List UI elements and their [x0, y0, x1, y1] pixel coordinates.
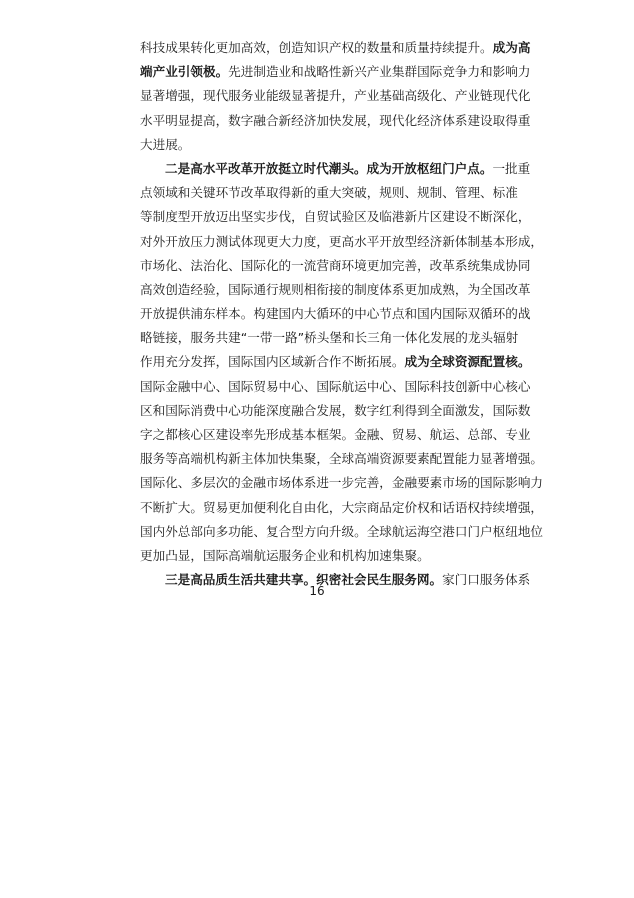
text-run: 不断扩大。贸易更加便利化自由化，大宗商品定价权和话语权持续增强，	[140, 499, 543, 515]
text-run: 更加凸显，国际高端航运服务企业和机构加速集聚。	[140, 547, 430, 563]
text-run: 服务等高端机构新主体加快集聚，全球高端资源要素配置能力显著增强。	[140, 451, 543, 467]
text-run: 对外开放压力测试体现更大力度，更高水平开放型经济新体制基本形成，	[140, 233, 543, 249]
text-run: 高效创造经验，国际通行规则相衔接的制度体系更加成熟，为全国改革	[140, 281, 531, 297]
text-run: 开放提供浦东样本。构建国内大循环的中心节点和国内国际双循环的战	[140, 306, 531, 322]
text-line	[140, 471, 543, 495]
text-line	[140, 254, 531, 278]
text-line	[140, 544, 500, 568]
bold-text-run: 织密社会民生服务网。	[316, 572, 443, 588]
text-line	[140, 157, 531, 181]
text-run: 国际化、多层次的金融市场体系进一步完善，金融要素市场的国际影响力	[140, 475, 543, 491]
page-number: 16	[309, 584, 325, 598]
bold-text-run: 成为高	[492, 40, 531, 55]
text-line	[140, 181, 518, 205]
text-line	[140, 375, 531, 399]
text-run: 国际金融中心、国际贸易中心、国际航运中心、国际科技创新中心核心	[140, 378, 531, 394]
text-run: 点领域和关键环节改革取得新的重大突破，规则、规制、管理、标准	[140, 185, 518, 201]
text-run: 作用充分发挥，国际国内区域新合作不断拓展。	[140, 354, 405, 370]
text-run: 字之都核心区建设率先形成基本框架。金融、贸易、航运、总部、专业	[140, 427, 531, 442]
text-line	[140, 60, 531, 84]
bold-text-run: 成为全球资源配置核。	[404, 354, 531, 370]
text-line	[140, 423, 531, 447]
text-run: 科技成果转化更加高效，创造知识产权的数量和质量持续提升。	[140, 40, 493, 55]
text-line	[140, 36, 531, 60]
text-line	[140, 399, 531, 423]
text-line	[140, 496, 543, 520]
text-line	[140, 326, 519, 350]
text-line	[140, 84, 531, 108]
text-line	[140, 447, 543, 471]
text-line	[140, 133, 500, 157]
text-run: 区和国际消费中心功能深度融合发展，数字红利得到全面激发，国际数	[140, 402, 531, 418]
text-line	[140, 205, 531, 229]
text-run: 先进制造业和战略性新兴产业集群国际竞争力和影响力	[228, 64, 531, 80]
text-run: 水平明显提高，数字融合新经济加快发展，现代化经济体系建设取得重	[140, 112, 531, 128]
text-line	[140, 109, 531, 133]
text-run: 国内外总部向多功能、复合型方向升级。全球航运海空港口门户枢纽地位	[140, 523, 543, 539]
text-run: 市场化、法治化、国际化的一流营商环境更加完善，改革系统集成协同	[140, 257, 531, 273]
text-line	[140, 230, 543, 254]
text-run: 显著增强，现代服务业能级显著提升，产业基础高级化、产业链现代化	[140, 88, 531, 104]
body-text	[140, 36, 543, 592]
bold-text-run: 三是高品质生活共建共享。	[165, 572, 317, 588]
text-line	[140, 278, 531, 302]
text-run: 略链接，服务共建“一带一路”桥头堡和长三角一体化发展的龙头辐射	[140, 330, 519, 346]
text-run: 家门口服务体系	[442, 572, 531, 588]
text-line	[140, 302, 531, 326]
text-line	[140, 520, 543, 544]
text-line	[140, 350, 531, 374]
text-run: 等制度型开放迈出坚实步伐，自贸试验区及临港新片区建设不断深化，	[140, 209, 531, 225]
text-run: 大进展。	[140, 136, 191, 152]
bold-text-run: 成为开放枢纽门户点。	[366, 160, 493, 176]
bold-text-run: 二是高水平改革开放挺立时代潮头。	[165, 160, 367, 176]
text-run: 一批重	[492, 160, 531, 176]
bold-text-run: 端产业引领极。	[140, 64, 229, 80]
